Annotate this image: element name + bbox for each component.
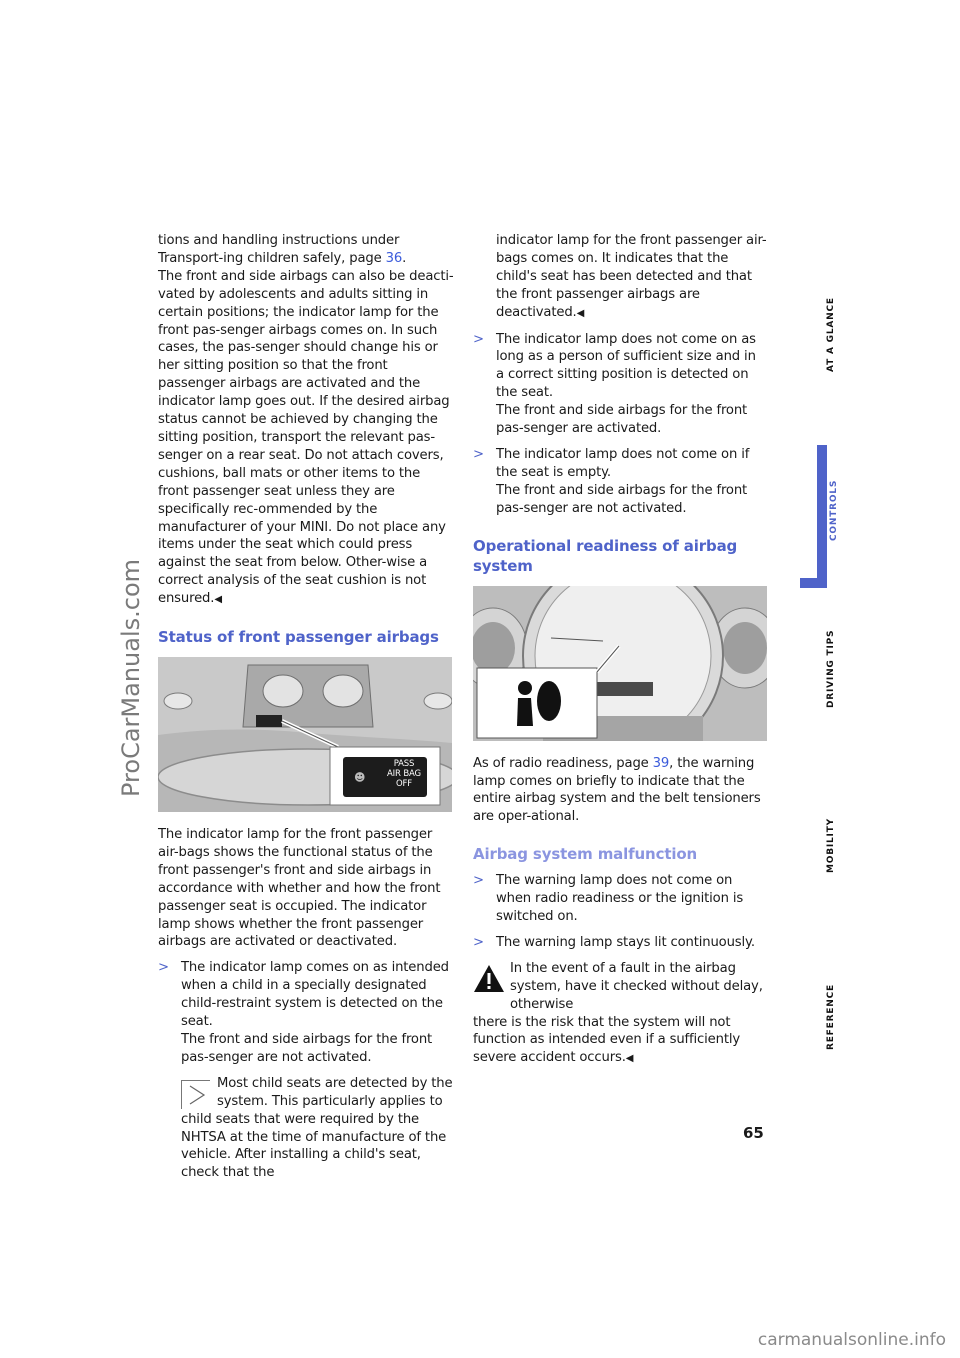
- list-item: [158, 959, 454, 1066]
- nav-reference[interactable]: REFERENCE: [826, 984, 836, 1050]
- list-item: [473, 934, 767, 952]
- bullet-marker: >: [473, 934, 484, 950]
- note-text: Most child seats are detected by the system. This particularly applies to: [217, 1075, 453, 1109]
- bullet-text: The indicator lamp does not come on if the seat is empty.: [496, 446, 750, 480]
- nav-controls[interactable]: CONTROLS: [829, 479, 839, 541]
- end-mark-icon: ◀: [576, 307, 585, 319]
- text: The front and side airbags can also be deacti-vated by adolescents and adults sitting in certain positions; the indicator lamp for the front pas-senger airbags comes on. In such cases, the pas-senger should change his or her sitting position so that the front passenger airbags are activated and the indicator lamp goes out. If the desired airbag status cannot be achieved by changing the sitting position, transport the relevant pas-senger on a rear seat. Do not attach covers, cushions, ball mats or other items to the front passenger seat unless they are specifically rec-ommended by the manufacturer of your MINI. Do not place any items under the seat which could press against the seat from below. Other-wise a correct analysis of the seat cushion is not ensured.: [158, 268, 454, 607]
- text: tions and handling instructions under Transport-ing children safely, page: [158, 233, 400, 266]
- note-box: [158, 1075, 454, 1182]
- nav-at-a-glance[interactable]: AT A GLANCE: [826, 297, 836, 372]
- end-mark-icon: ◀: [625, 1053, 634, 1065]
- paragraph: [158, 268, 454, 609]
- nav-mobility[interactable]: MOBILITY: [826, 818, 836, 873]
- section-heading: Operational readiness of airbag system: [473, 536, 738, 575]
- bullet-marker: >: [158, 960, 169, 976]
- nav-controls-base: [800, 578, 827, 588]
- warning-box: [473, 960, 767, 1068]
- bullet-text: The front and side airbags for the front pas-senger are activated.: [496, 403, 748, 437]
- bullet-text: The indicator lamp does not come on as long as a person of sufficient size and in a correct sitting position is detected on the seat.: [496, 331, 756, 401]
- section-heading: Status of front passenger airbags: [158, 628, 439, 647]
- watermark-left: ProCarManuals.com: [117, 558, 145, 797]
- page-link[interactable]: 39: [652, 755, 670, 771]
- bullet-marker: >: [473, 446, 484, 462]
- text: , the warning lamp comes on briefly to indicate that the entire airbag system and the belt tensioners are oper-ational.: [473, 755, 761, 825]
- warning-lamp-figure: [473, 586, 767, 741]
- list-item: [473, 331, 767, 438]
- text: indicator lamp for the front passenger air-bags comes on. It indicates that the child's seat has been detected and that the front passenger airbags are deactivated.: [496, 233, 767, 320]
- text: As of radio readiness, page: [473, 755, 653, 771]
- watermark-bottom: carmanualsonline.info: [757, 1330, 946, 1350]
- text: .: [402, 250, 407, 266]
- label-line: PASS: [393, 759, 415, 770]
- left-column: [158, 232, 454, 1182]
- paragraph: [158, 232, 454, 268]
- bullet-text: The front and side airbags for the front pas-senger are not activated.: [181, 1032, 433, 1065]
- list-item: [473, 446, 767, 518]
- warning-icon: [473, 964, 505, 993]
- warning-text: [473, 1014, 767, 1069]
- continued-text: [473, 232, 767, 323]
- label-line: OFF: [395, 779, 413, 790]
- passenger-airbag-figure: [158, 657, 452, 812]
- right-column: [473, 232, 767, 1068]
- bullet-text: The front and side airbags for the front pas-senger are not activated.: [496, 482, 748, 516]
- instrument-cluster-illustration: [473, 586, 767, 741]
- bullet-marker: >: [473, 331, 484, 347]
- bullet-text: The warning lamp stays lit continuously.: [496, 934, 755, 950]
- svg-text:☻: ☻: [354, 771, 366, 785]
- nav-driving-tips[interactable]: DRIVING TIPS: [826, 629, 836, 708]
- bullet-marker: >: [473, 873, 484, 889]
- airbag-off-label: [382, 759, 426, 789]
- note-triangle-icon: [182, 1081, 210, 1109]
- list-item: [473, 872, 767, 926]
- note-icon: [181, 1080, 210, 1109]
- paragraph: [473, 755, 767, 827]
- warning-triangle-icon: [473, 964, 505, 993]
- text: there is the risk that the system will not function as intended even if a sufficiently severe accident occurs.: [473, 1014, 741, 1066]
- nav-controls-bar: [817, 445, 827, 588]
- bullet-text: The warning lamp does not come on when radio readiness or the ignition is switched on.: [496, 873, 744, 925]
- page-number: 65: [743, 1124, 764, 1142]
- subsection-heading: Airbag system malfunction: [473, 845, 698, 864]
- label-line: AIR BAG: [387, 769, 421, 780]
- note-text: child seats that were required by the NHTSA at the time of manufacture of the vehicle. After installing a child's seat, check that the: [181, 1111, 447, 1181]
- paragraph: The indicator lamp for the front passenger air-bags shows the functional status of the front passenger's front and side airbags in accordance with whether and how the front passenger seat is occupied. The indicator lamp shows whether the front passenger airbags are activated or deactivated.: [158, 827, 441, 950]
- warning-text: In the event of a fault in the airbag system, have it checked without delay, otherwise: [510, 960, 763, 1012]
- end-mark-icon: ◀: [214, 594, 222, 606]
- page-link[interactable]: 36: [385, 250, 403, 266]
- bullet-text: The indicator lamp comes on as intended when a child in a specially designated child-restraint system is detected on the seat.: [181, 960, 449, 1030]
